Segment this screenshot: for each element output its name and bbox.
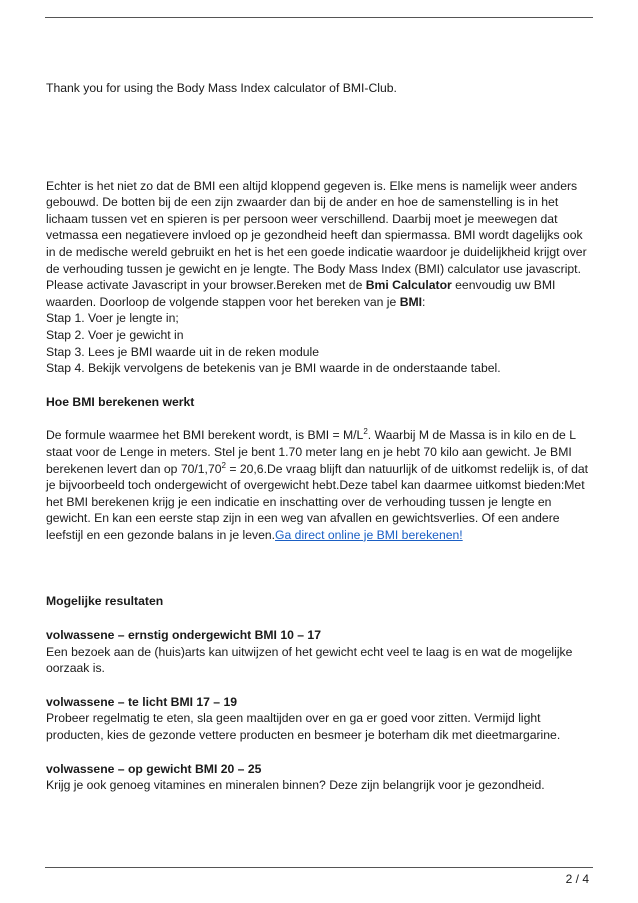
bmi-calculator-bold: Bmi Calculator (365, 278, 452, 293)
step-1: Stap 1. Voer je lengte in; (46, 311, 179, 326)
footer-rule (45, 867, 593, 868)
step-4: Stap 4. Bekijk vervolgens de betekenis van je BMI waarde in de onderstaande tabel. (46, 361, 501, 376)
result-2-text: Probeer regelmatig te eten, sla geen maaltijden over en ga er goed voor zitten. Vermijd light producten, kies de gezonde vettere producten en besmeer je boterham dik met dieetmargarine. (46, 711, 561, 743)
intro-text: Thank you for using the Body Mass Index calculator of BMI-Club. (46, 81, 397, 95)
document-body (46, 80, 594, 794)
superscript-2b: 2 (221, 460, 226, 470)
heading-how-bmi: Hoe BMI berekenen werkt (46, 394, 195, 409)
paragraph-text-2: eenvoudig uw BMI waarden. Doorloop de volgende stappen voor het bereken van je (46, 278, 556, 309)
result-3-title: volwassene – op gewicht BMI 20 – 25 (46, 761, 262, 776)
bmi-calculate-link[interactable]: Ga direct online je BMI berekenen! (275, 527, 463, 542)
result-3-text: Krijg je ook genoeg vitamines en mineralen binnen? Deze zijn belangrijk voor je gezondheid. (46, 778, 545, 793)
bmi-bold: BMI (399, 294, 423, 309)
paragraph-colon: : (422, 294, 426, 309)
step-2: Stap 2. Voer je gewicht in (46, 327, 184, 342)
formula-paragraph: De formule waarmee het BMI berekent wordt, is BMI = $M/L^2$. Waarbij M de Massa is in kilo en de L staat voor de Lenge in meters. Stel je bent 1.70 meter lang en je hebt 70 kilo aan gewicht. Je BMI berekenen levert dan op $70/1,70^2 = 20,6.De$ vraag blijft dan natuurlijk of de uitkomst redelijk is, of dat je bijvoorbeeld toch ondergewicht of overgewicht hebt.Deze tabel kan daarmee uitkomst bieden:Met het BMI berekenen krijg je een indicatie en inschatting over de verhouding tussen je lengte en gewicht. En kan een eerste stap zijn in een weg van afvallen en gewichtsverlies. Of een andere leefstijl en een gezonde balans in je leven.Ga direct online je BMI berekenen! (46, 427, 589, 542)
paragraph-text: Echter is het niet zo dat de BMI een altijd kloppend gegeven is. Elke mens is namelijk weer anders gebouwd. De botten bij de een zijn zwaarder dan bij de ander en hoe de samenstelling is in het lichaam tussen vet en spieren is per persoon weer verschillend. Daarbij moet je meewegen dat vetmassa een negatievere invloed op je gezondheid heeft dan spiermassa. BMI wordt dagelijks ook in de medische wereld gebruikt en het is het een goede indicatie waardoor je duidelijkheid krijgt over de verhouding tussen je gewicht en je lengte. The Body Mass Index (BMI) calculator use javascript. Please activate Javascript in your browser.Bereken met de (46, 178, 587, 293)
superscript-2: 2 (363, 427, 368, 437)
heading-results: Mogelijke resultaten (46, 594, 164, 609)
step-3: Stap 3. Lees je BMI waarde uit in de reken module (46, 344, 320, 359)
header-rule (45, 17, 593, 18)
result-1-title: volwassene – ernstig ondergewicht BMI 10 – 17 (46, 628, 321, 643)
result-1-text: Een bezoek aan de (huis)arts kan uitwijzen of het gewicht echt veel te laag is en wat de mogelijke oorzaak is. (46, 644, 573, 676)
page-number: 2 / 4 (565, 872, 589, 886)
result-2-title: volwassene – te licht BMI 17 – 19 (46, 694, 238, 709)
bmi-explanation-paragraph (46, 178, 594, 311)
